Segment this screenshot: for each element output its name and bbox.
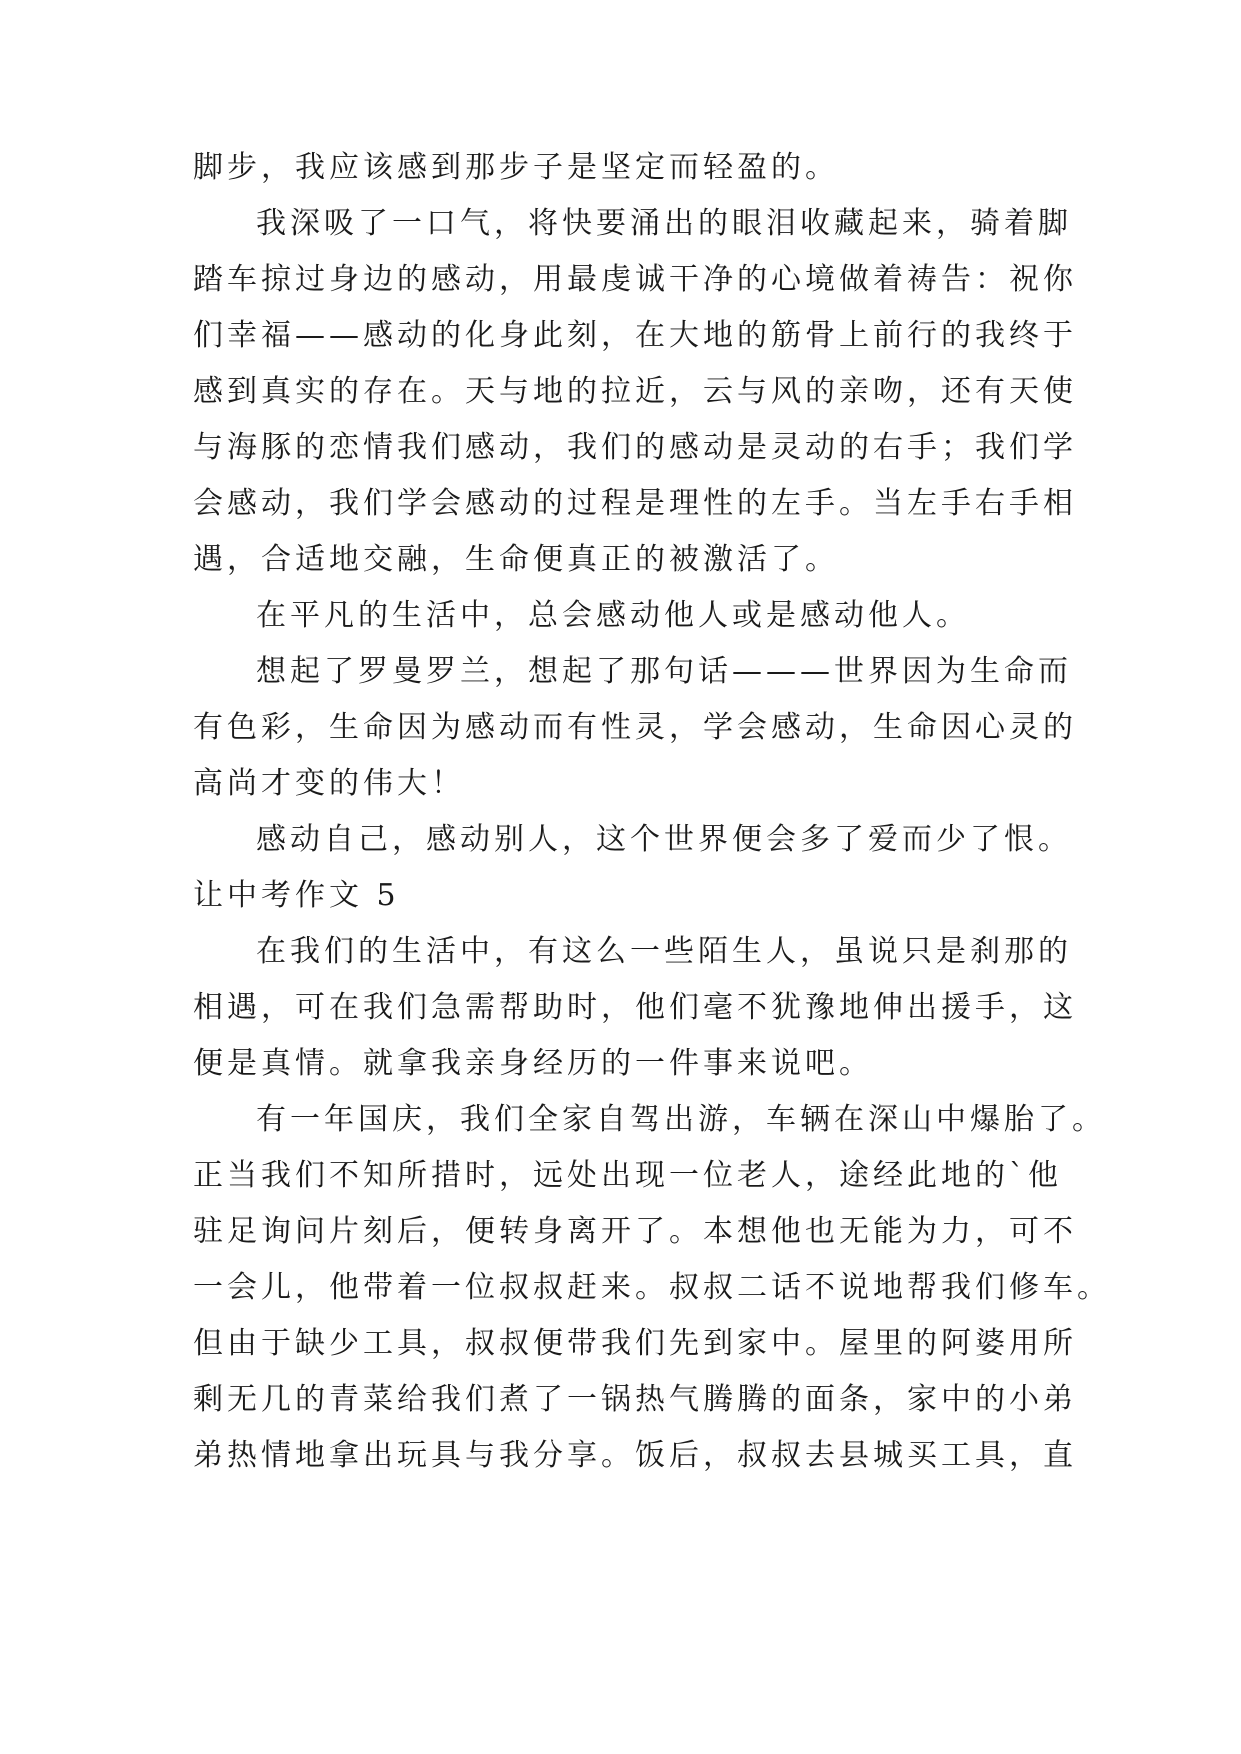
- text-line: 们幸福——感动的化身此刻，在大地的筋骨上前行的我终于: [193, 318, 1077, 353]
- paragraph-start-line: 我深吸了一口气，将快要涌出的眼泪收藏起来，骑着脚: [256, 206, 1072, 241]
- paragraph-start-line: 在我们的生活中，有这么一些陌生人，虽说只是刹那的: [256, 934, 1072, 969]
- text-line: 遇，合适地交融，生命便真正的被激活了。: [193, 542, 839, 577]
- paragraph-start-line: 想起了罗曼罗兰，想起了那句话———世界因为生命而: [256, 654, 1072, 689]
- text-line: 但由于缺少工具，叔叔便带我们先到家中。屋里的阿婆用所: [193, 1326, 1077, 1361]
- paragraph-start-line: 在平凡的生活中，总会感动他人或是感动他人。: [256, 598, 970, 633]
- text-line: 正当我们不知所措时，远处出现一位老人，途经此地的`他: [193, 1158, 1062, 1193]
- text-line: 踏车掠过身边的感动，用最虔诚干净的心境做着祷告：祝你: [193, 262, 1077, 297]
- text-line: 会感动，我们学会感动的过程是理性的左手。当左手右手相: [193, 486, 1077, 521]
- paragraph-start-line: 感动自己，感动别人，这个世界便会多了爱而少了恨。: [256, 822, 1072, 857]
- text-line: 感到真实的存在。天与地的拉近，云与风的亲吻，还有天使: [193, 374, 1077, 409]
- text-line: 驻足询问片刻后，便转身离开了。本想他也无能为力，可不: [193, 1214, 1077, 1249]
- text-line: 一会儿，他带着一位叔叔赶来。叔叔二话不说地帮我们修车。: [193, 1270, 1111, 1305]
- text-line: 有色彩，生命因为感动而有性灵，学会感动，生命因心灵的: [193, 710, 1077, 745]
- text-line: 弟热情地拿出玩具与我分享。饭后，叔叔去县城买工具，直: [193, 1438, 1077, 1473]
- text-line: 相遇，可在我们急需帮助时，他们毫不犹豫地伸出援手，这: [193, 990, 1077, 1025]
- text-line: 与海豚的恋情我们感动，我们的感动是灵动的右手；我们学: [193, 430, 1077, 465]
- section-heading: 让中考作文 5: [193, 878, 400, 913]
- text-line: 剩无几的青菜给我们煮了一锅热气腾腾的面条，家中的小弟: [193, 1382, 1077, 1417]
- text-line: 脚步，我应该感到那步子是坚定而轻盈的。: [193, 150, 839, 185]
- text-line: 高尚才变的伟大！: [193, 766, 465, 801]
- text-line: 便是真情。就拿我亲身经历的一件事来说吧。: [193, 1046, 873, 1081]
- paragraph-start-line: 有一年国庆，我们全家自驾出游，车辆在深山中爆胎了。: [256, 1102, 1106, 1137]
